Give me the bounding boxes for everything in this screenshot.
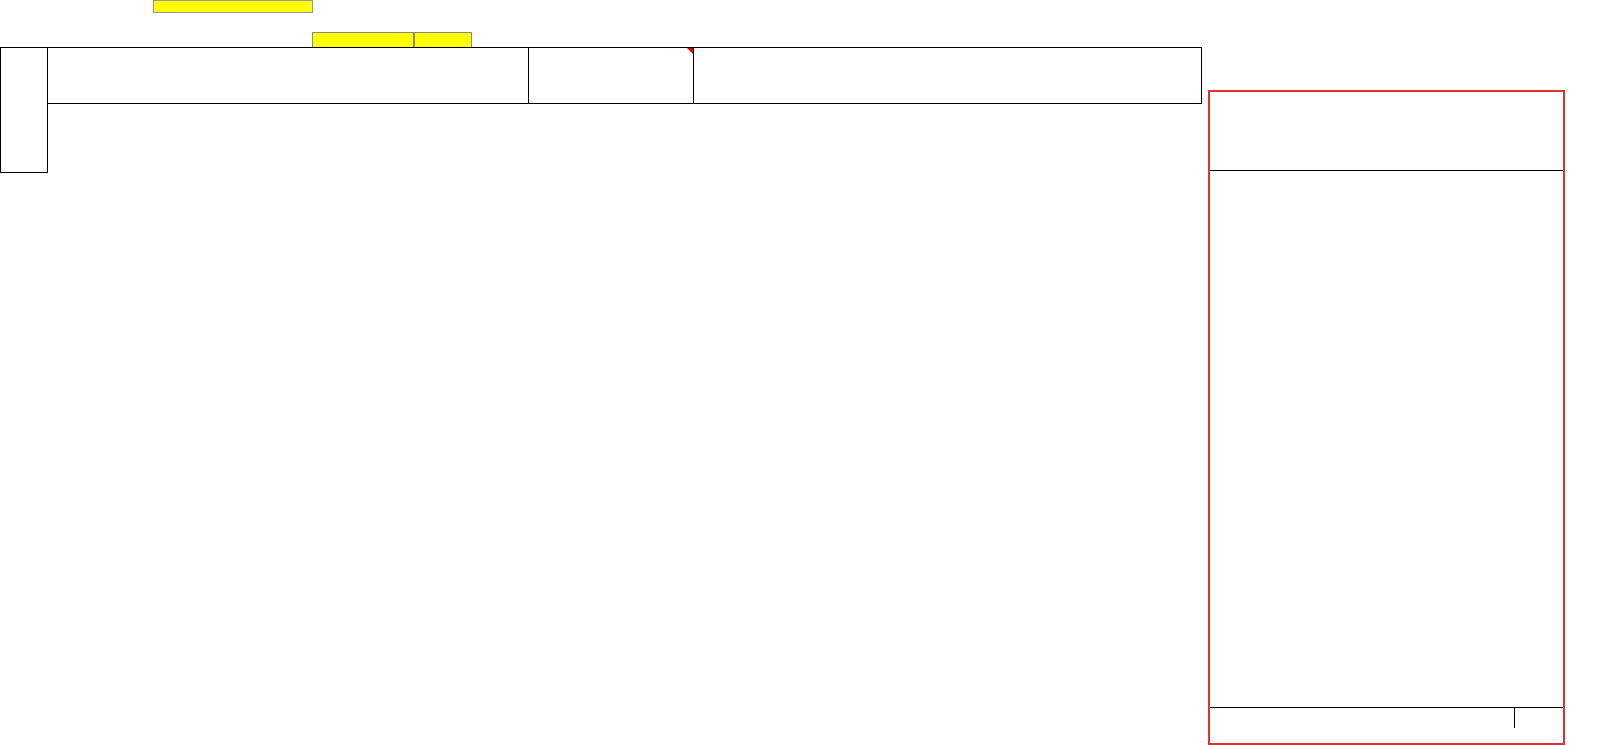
year-field[interactable] <box>414 32 472 48</box>
calculation-table <box>0 47 1202 173</box>
block1-header <box>48 48 529 104</box>
block3-header <box>694 48 1202 104</box>
day-column-header <box>1 48 48 173</box>
part-timers-header <box>1210 104 1563 171</box>
part-timers-total-row <box>1210 707 1563 728</box>
block2-header <box>529 48 694 104</box>
quarter-field[interactable] <box>312 32 414 48</box>
external-part-timers-panel <box>1208 90 1565 745</box>
comment-marker[interactable] <box>687 48 693 54</box>
edrpou-input[interactable] <box>153 0 313 13</box>
